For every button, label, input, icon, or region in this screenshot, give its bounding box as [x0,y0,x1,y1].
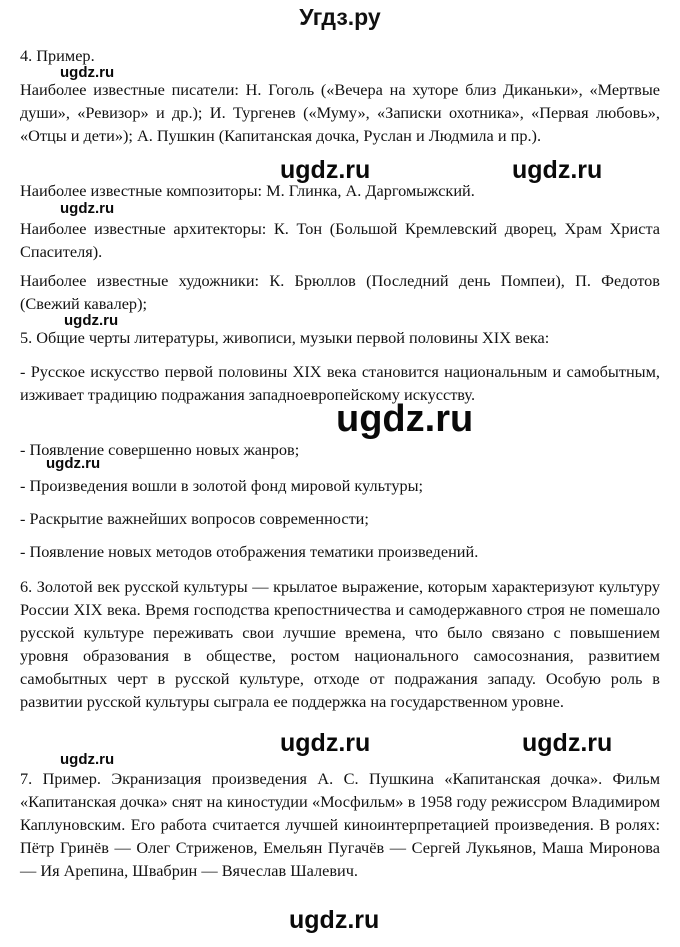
architects-paragraph: Наиболее известные архитекторы: К. Тон (Большой Кремлевский дворец, Храм Христа Спасителя). [20,219,660,261]
writers-paragraph: Наиболее известные писатели: Н. Гоголь («Вечера на хуторе близ Диканьки», «Мертвые души», «Ревизор» и др.); И. Тургенев («Муму», «Записки охотника», «Первая любовь», «Отцы и дети»); А. Пушкин (Капитанская дочка, Руслан и Людмила и пр.). [20,80,660,145]
section-5-item-4-block [20,507,660,530]
watermark-small: ugdz.ru [46,455,101,472]
watermark-large: ugdz.ru [336,398,474,440]
section-5-heading: 5. Общие черты литературы, живописи, музыки первой половины XIX века: [20,328,550,347]
list-item: - Раскрытие важнейших вопросов современности; [20,509,369,528]
list-item: - Появление новых методов отображения тематики произведений. [20,542,479,561]
section-6-paragraph: 6. Золотой век русской культуры — крылатое выражение, которым характеризуют культуру России XIX века. Время господства крепостничества и самодержавного строя не помешало русской культуре переживать свои лучшие времена, что было связано с повышением уровня образования в обществе, ростом национального самосознания, развитием самобытных черт в русской культуре, отходе от подражания западу. Особую роль в развитии русской культуры сыграла ее поддержка на государственном уровне. [20,577,660,711]
section-4 [20,44,660,147]
section-4-heading: 4. Пример. [20,46,95,65]
section-5-item-5-block [20,540,660,563]
section-6 [20,575,660,713]
watermark-medium: ugdz.ru [280,156,371,184]
watermark-medium: ugdz.ru [289,906,380,934]
section-5-item-3-block [20,474,660,497]
watermark-small: ugdz.ru [64,312,119,329]
watermark-medium: ugdz.ru [280,729,371,757]
list-item: - Русское искусство первой половины XIX века становится национальным и самобытным, изживает традицию подражания западноевропейскому искусству. [20,362,660,404]
section-7 [20,767,660,882]
artists-paragraph: Наиболее известные художники: К. Брюллов (Последний день Помпеи), П. Федотов (Свежий кавалер); [20,271,660,313]
watermark-small: ugdz.ru [60,751,115,768]
section-5-item-2-block [20,438,660,461]
composers-paragraph: Наиболее известные композиторы: М. Глинка, А. Даргомыжский. [20,181,475,200]
list-item: - Появление совершенно новых жанров; [20,440,300,459]
watermark-medium: ugdz.ru [522,729,613,757]
section-7-paragraph: 7. Пример. Экранизация произведения А. С. Пушкина «Капитанская дочка». Фильм «Капитанская дочка» снят на киностудии «Мосфильм» в 1958 году режиссром Владимиром Каплуновским. Его работа считается лучшей киноинтерпретацией произведения. В ролях: Пётр Гринёв — Олег Стриженов, Емельян Пугачёв — Сергей Лукьянов, Маша Миронова — Ия Арепина, Швабрин — Вячеслав Шалевич. [20,769,660,880]
site-title: Угдз.ру [299,4,381,30]
artists-block [20,269,660,315]
watermark-small: ugdz.ru [60,64,115,81]
watermark-medium: ugdz.ru [512,156,603,184]
list-item: - Произведения вошли в золотой фонд мировой культуры; [20,476,424,495]
watermark-small: ugdz.ru [60,200,115,217]
section-5-heading-block [20,326,660,349]
architects-block [20,217,660,263]
